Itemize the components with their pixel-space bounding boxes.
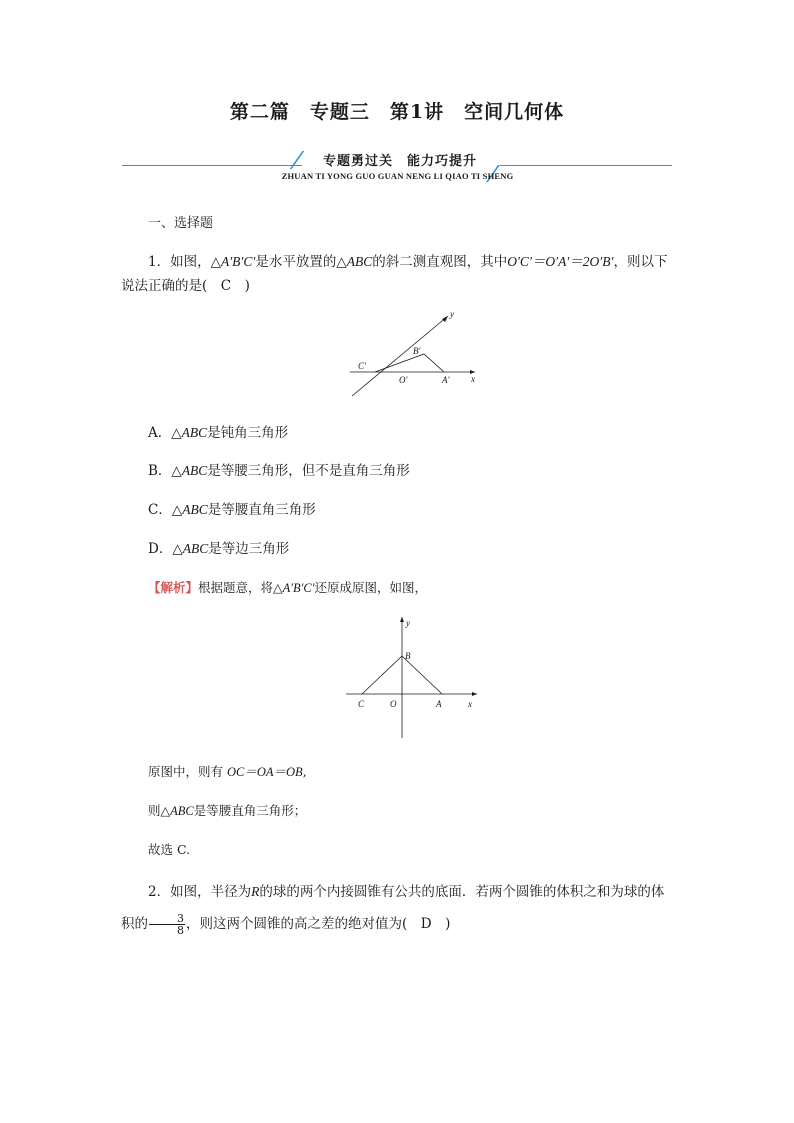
- banner-heading: 专题勇过关 能力巧提升: [322, 154, 477, 169]
- label-a: A: [436, 699, 442, 709]
- question-number: 1．: [148, 254, 171, 270]
- solution-line-1: 【解析】根据题意，将△A′B′C′还原成原图，如图，: [148, 580, 427, 595]
- figure-oblique-view: [340, 312, 490, 402]
- label-c-prime: C′: [358, 361, 366, 371]
- banner-subheading: ZHUAN TI YONG GUO GUAN NENG LI QIAO TI SHENG: [281, 171, 514, 181]
- label-o: O: [390, 699, 397, 709]
- question-number: 2．: [148, 884, 171, 900]
- section-title: 一、选择题: [148, 216, 214, 231]
- option-b: B．△ABC是等腰三角形，但不是直角三角形: [148, 463, 410, 479]
- label-b-prime: B′: [413, 346, 421, 356]
- solution-label: 【解析】: [148, 580, 199, 595]
- banner-rule-right: [500, 165, 672, 166]
- fraction: $\frac{3}{8}$: [149, 913, 185, 936]
- solution-line-2: 原图中，则有 OC＝OA＝OB,: [148, 764, 307, 779]
- label-y: y: [450, 312, 454, 319]
- triangle-prime: [375, 354, 444, 372]
- x-axis-arrow: [472, 692, 477, 696]
- label-x: x: [468, 699, 472, 709]
- label-b: B: [405, 651, 411, 661]
- question-1: 1．如图，△A′B′C′是水平放置的△ABC的斜二测直观图，其中O′C′＝O′A′＝2O′B′，则以下说法正确的是( C ): [121, 254, 668, 294]
- label-x: x: [471, 374, 475, 384]
- label-c: C: [358, 699, 365, 709]
- figure-original: [340, 614, 485, 740]
- solution-line-4: 故选 C.: [148, 842, 191, 857]
- option-c: C．△ABC是等腰直角三角形: [148, 502, 316, 518]
- option-a: A．△ABC是钝角三角形: [148, 425, 289, 441]
- banner-rule-left: [122, 165, 302, 166]
- question-2: 2．如图，半径为R的球的两个内接圆锥有公共的底面．若两个圆锥的体积之和为球的体积的 $\frac{3}{8}$ ，则这两个圆锥的高之差的绝对值为( D ): [121, 884, 665, 937]
- answer: C: [220, 278, 232, 294]
- page-title: 第二篇 专题三 第1讲 空间几何体: [229, 101, 565, 123]
- y-axis-arrow: [400, 617, 404, 622]
- label-o-prime: O′: [399, 375, 408, 385]
- option-d: D．△ABC是等边三角形: [148, 541, 290, 557]
- answer: D: [420, 916, 432, 932]
- y-axis-arrow: [442, 316, 448, 322]
- label-a-prime: A′: [442, 375, 450, 385]
- label-y: y: [406, 618, 410, 628]
- solution-line-3: 则△ABC是等腰直角三角形；: [148, 803, 307, 818]
